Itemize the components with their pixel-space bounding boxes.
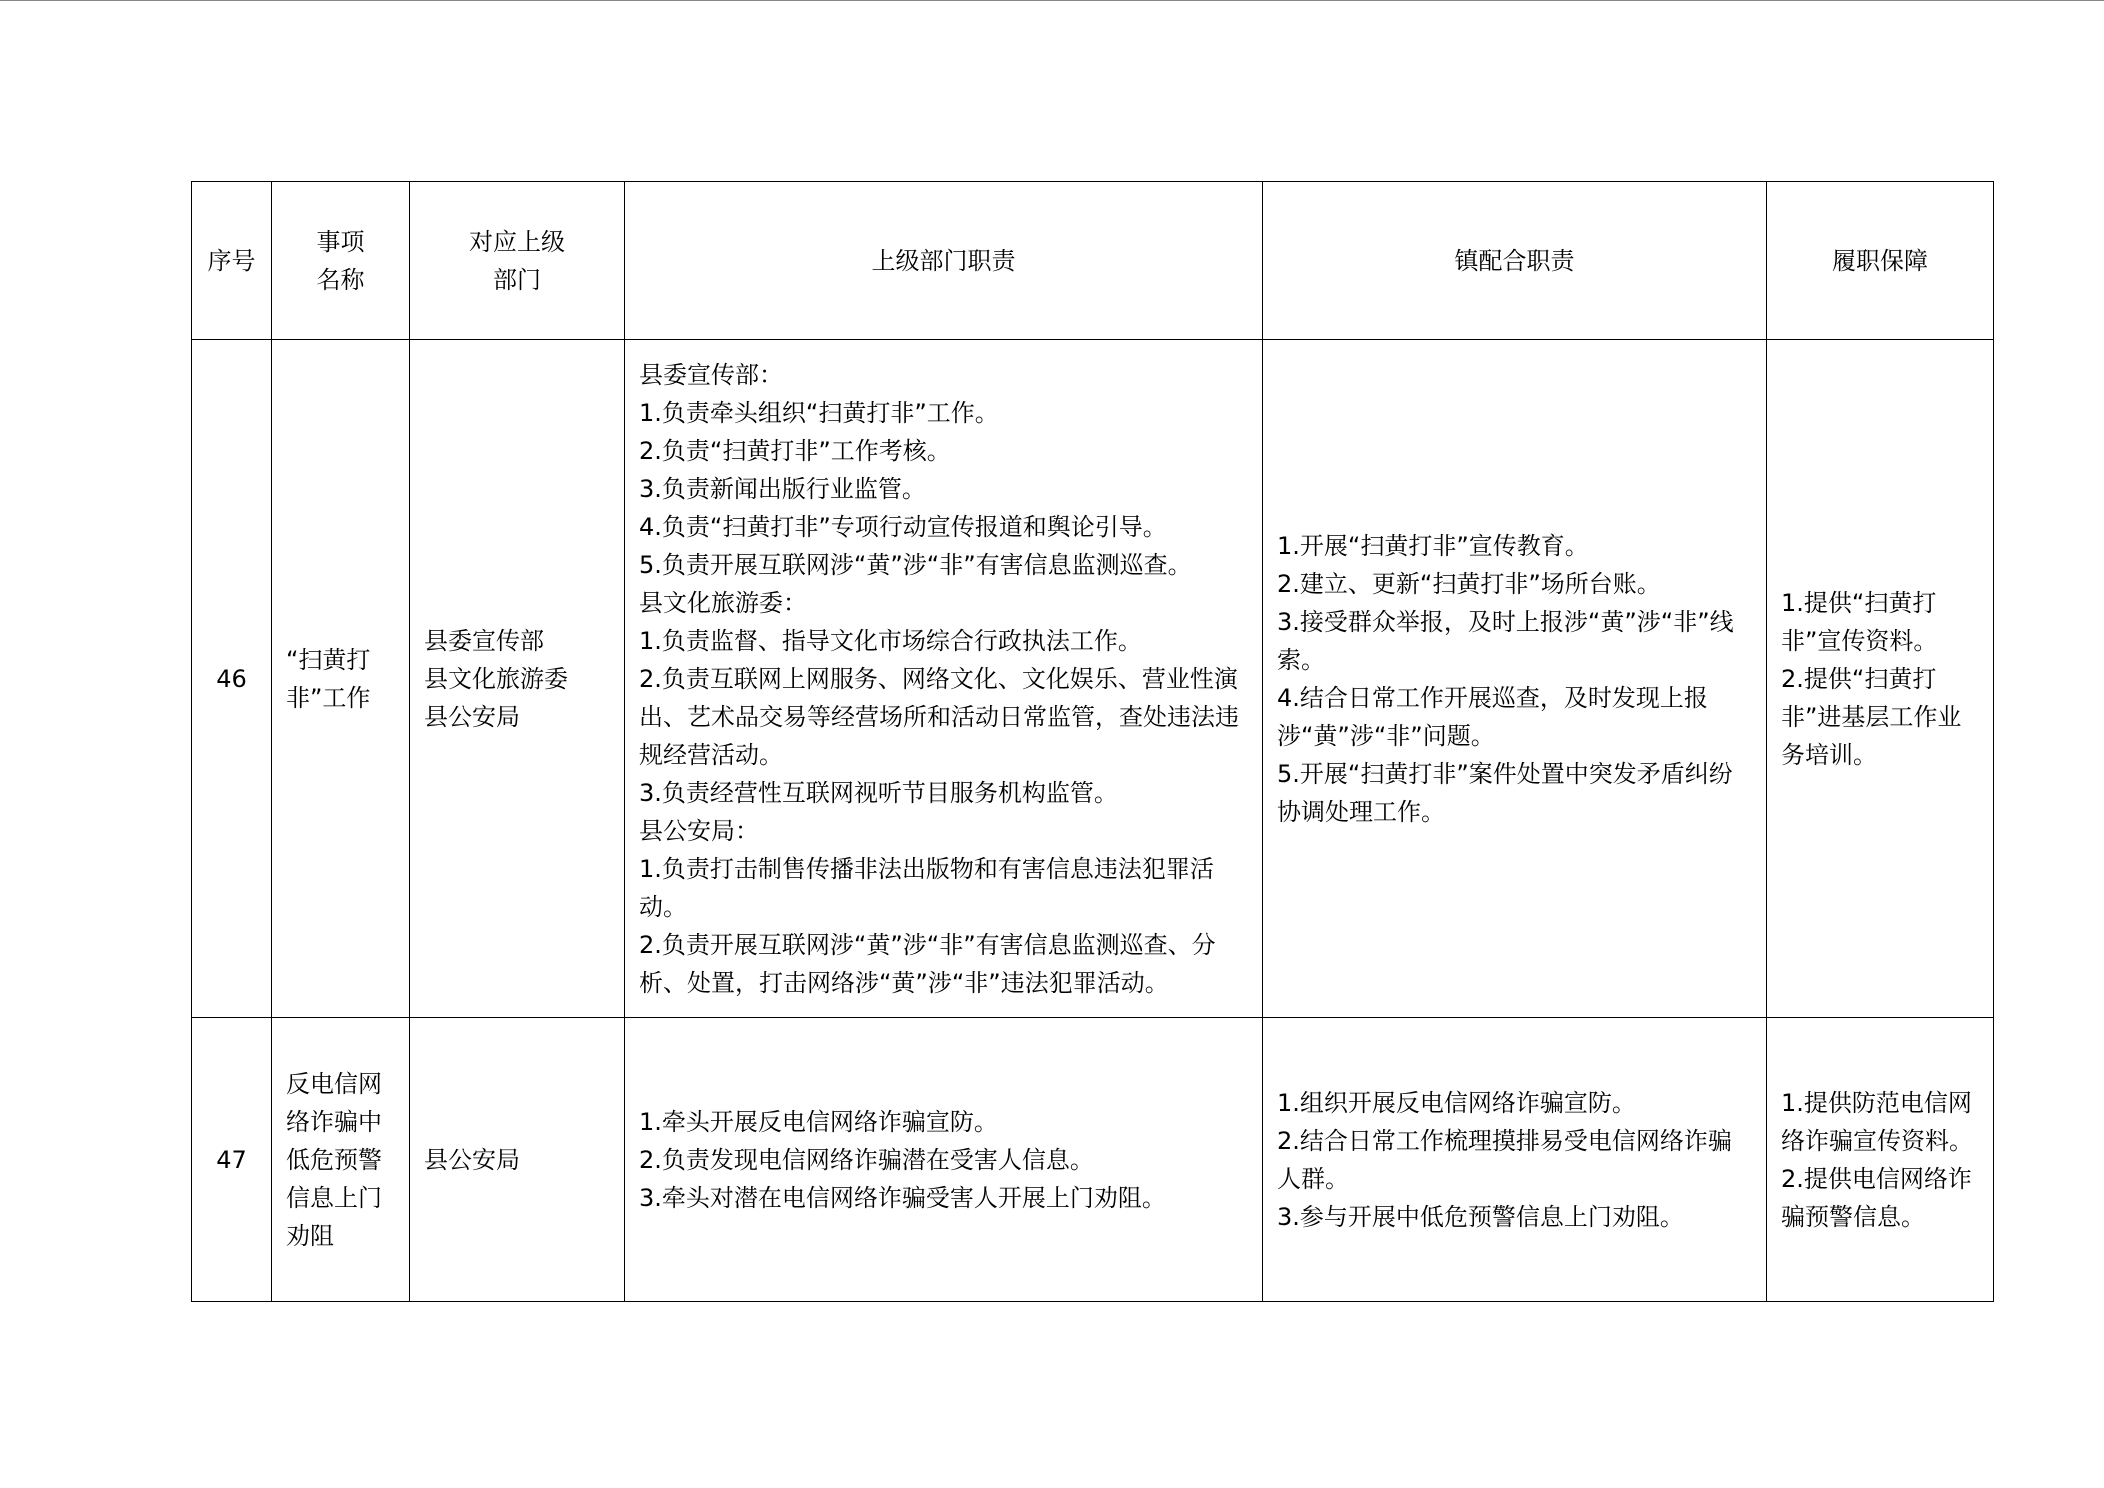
row-guarantees bbox=[1767, 340, 1994, 1018]
duty-line: 2.负责互联网上网服务、网络文化、文化娱乐、营业性演出、艺术品交易等经营场所和活动日常监管，查处违法违规经营活动。 bbox=[639, 664, 1239, 769]
table-row bbox=[192, 340, 1994, 1018]
row-seq: 46 bbox=[192, 340, 272, 1018]
duty-line: 2.结合日常工作梳理摸排易受电信网络诈骗人群。 bbox=[1277, 1126, 1732, 1193]
dept-line: 县公安局 bbox=[424, 1145, 520, 1174]
duty-line: 1.负责监督、指导文化市场综合行政执法工作。 bbox=[639, 626, 1142, 655]
header-seq: 序号 bbox=[192, 182, 272, 340]
guarantee-line: 2.提供“扫黄打非”进基层工作业务培训。 bbox=[1781, 664, 1962, 769]
row-depts bbox=[410, 340, 625, 1018]
header-item-line1: 事项 bbox=[316, 227, 365, 256]
duty-line: 3.牵头对潜在电信网络诈骗受害人开展上门劝阻。 bbox=[639, 1183, 1166, 1212]
guarantee-line: 1.提供“扫黄打非”宣传资料。 bbox=[1781, 588, 1938, 655]
duty-line: 5.负责开展互联网涉“黄”涉“非”有害信息监测巡查。 bbox=[639, 550, 1192, 579]
duty-line: 2.负责发现电信网络诈骗潜在受害人信息。 bbox=[639, 1145, 1094, 1174]
header-dept-line1: 对应上级 bbox=[469, 227, 565, 256]
row-seq: 47 bbox=[192, 1018, 272, 1302]
duty-line: 3.参与开展中低危预警信息上门劝阻。 bbox=[1277, 1202, 1684, 1231]
duty-line: 县公安局： bbox=[639, 816, 759, 845]
header-dept-line2: 部门 bbox=[493, 265, 541, 294]
duty-line: 4.负责“扫黄打非”专项行动宣传报道和舆论引导。 bbox=[639, 512, 1167, 541]
duty-line: 2.建立、更新“扫黄打非”场所台账。 bbox=[1277, 569, 1661, 598]
duty-line: 1.组织开展反电信网络诈骗宣防。 bbox=[1277, 1088, 1636, 1117]
duty-line: 3.负责新闻出版行业监管。 bbox=[639, 474, 926, 503]
duty-line: 1.负责牵头组织“扫黄打非”工作。 bbox=[639, 398, 999, 427]
header-town-duty: 镇配合职责 bbox=[1263, 182, 1767, 340]
row-upper-duties bbox=[625, 340, 1263, 1018]
guarantee-line: 1.提供防范电信网络诈骗宣传资料。 bbox=[1781, 1088, 1973, 1155]
duty-table bbox=[191, 181, 1994, 1302]
duty-line: 1.牵头开展反电信网络诈骗宣防。 bbox=[639, 1107, 998, 1136]
duty-line: 县委宣传部： bbox=[639, 360, 783, 389]
header-item-name bbox=[272, 182, 410, 340]
header-guarantee: 履职保障 bbox=[1767, 182, 1994, 340]
guarantee-line: 2.提供电信网络诈骗预警信息。 bbox=[1781, 1164, 1972, 1231]
row-town-duties bbox=[1263, 340, 1767, 1018]
duty-line: 2.负责开展互联网涉“黄”涉“非”有害信息监测巡查、分析、处置，打击网络涉“黄”涉“非”违法犯罪活动。 bbox=[639, 930, 1216, 997]
row-item-name: “扫黄打非”工作 bbox=[272, 340, 410, 1018]
table-row bbox=[192, 1018, 1994, 1302]
duty-line: 2.负责“扫黄打非”工作考核。 bbox=[639, 436, 951, 465]
duty-line: 3.负责经营性互联网视听节目服务机构监管。 bbox=[639, 778, 1118, 807]
row-item-name: 反电信网络诈骗中低危预警信息上门劝阻 bbox=[272, 1018, 410, 1302]
duty-line: 1.负责打击制售传播非法出版物和有害信息违法犯罪活动。 bbox=[639, 854, 1214, 921]
duty-line: 4.结合日常工作开展巡查，及时发现上报涉“黄”涉“非”问题。 bbox=[1277, 683, 1708, 750]
dept-line: 县文化旅游委 bbox=[424, 664, 568, 693]
duty-line: 县文化旅游委： bbox=[639, 588, 807, 617]
row-depts bbox=[410, 1018, 625, 1302]
header-item-line2: 名称 bbox=[316, 265, 365, 294]
header-upper-dept bbox=[410, 182, 625, 340]
row-guarantees bbox=[1767, 1018, 1994, 1302]
row-upper-duties bbox=[625, 1018, 1263, 1302]
row-town-duties bbox=[1263, 1018, 1767, 1302]
dept-line: 县委宣传部 bbox=[424, 626, 544, 655]
duty-line: 1.开展“扫黄打非”宣传教育。 bbox=[1277, 531, 1589, 560]
header-row bbox=[192, 182, 1994, 340]
header-upper-duty: 上级部门职责 bbox=[625, 182, 1263, 340]
dept-line: 县公安局 bbox=[424, 702, 520, 731]
duty-line: 5.开展“扫黄打非”案件处置中突发矛盾纠纷协调处理工作。 bbox=[1277, 759, 1733, 826]
duty-line: 3.接受群众举报，及时上报涉“黄”涉“非”线索。 bbox=[1277, 607, 1734, 674]
